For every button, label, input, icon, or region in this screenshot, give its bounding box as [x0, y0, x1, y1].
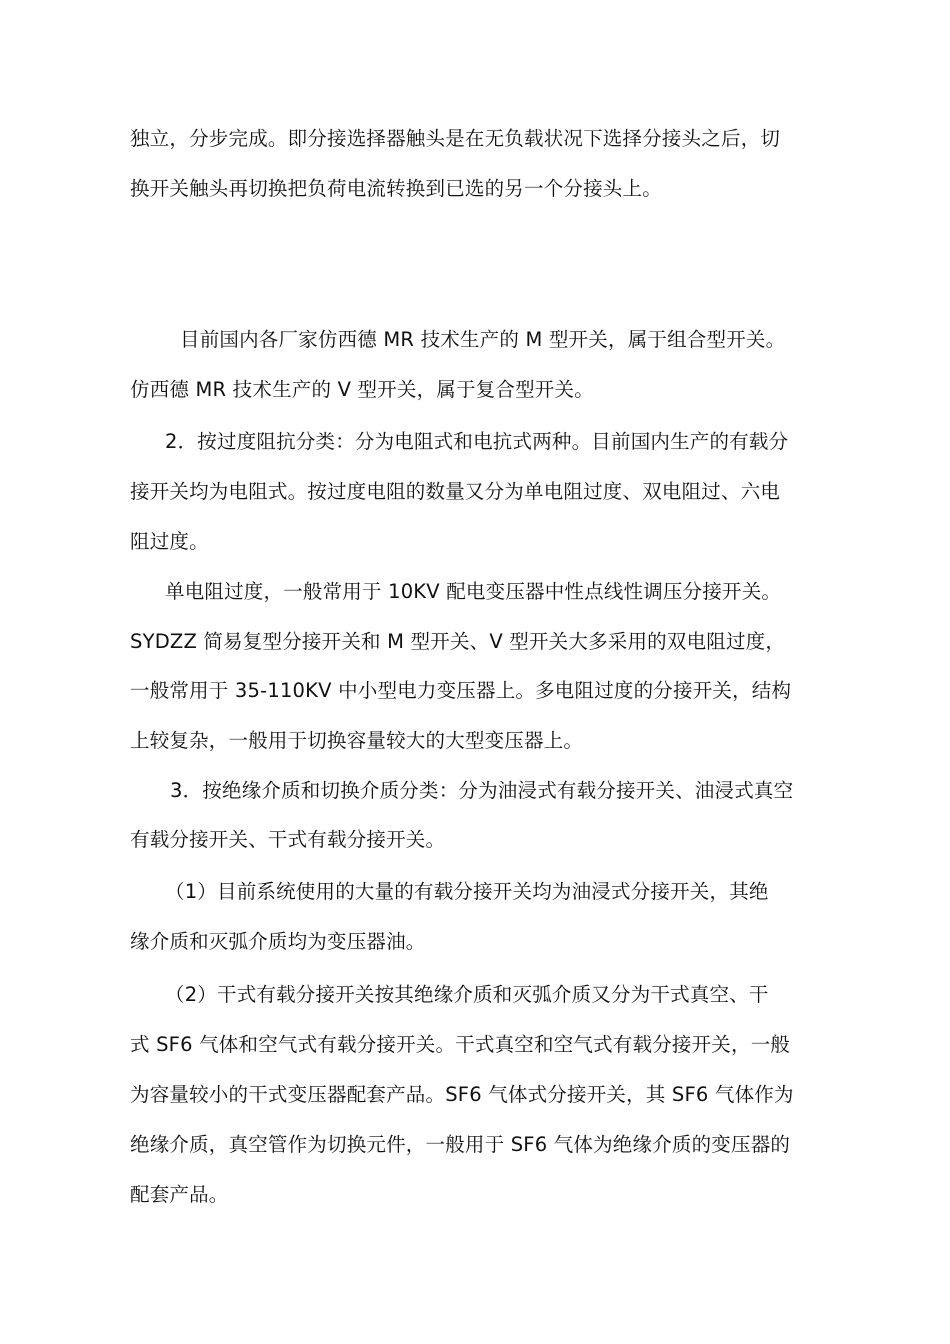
text-line: 独立，分步完成。即分接选择器触头是在无负载状况下选择分接头之后，切 [130, 127, 781, 150]
text-line: 配套产品。 [130, 1183, 229, 1206]
text-line: 式 SF6 气体和空气式有载分接开关。干式真空和空气式有载分接开关，一般 [130, 1033, 791, 1056]
text-line: 缘介质和灭弧介质均为变压器油。 [130, 930, 426, 953]
text-line: 一般常用于 35-110KV 中小型电力变压器上。多电阻过度的分接开关，结构 [130, 679, 792, 702]
text-line: 仿西德 MR 技术生产的 V 型开关，属于复合型开关。 [130, 378, 594, 401]
text-line: 阻过度。 [130, 530, 209, 553]
text-line: 有载分接开关、干式有载分接开关。 [130, 828, 446, 851]
text-line: 接开关均为电阻式。按过度电阻的数量又分为单电阻过度、双电阻过、六电 [130, 480, 781, 503]
text-line: 为容量较小的干式变压器配套产品。SF6 气体式分接开关，其 SF6 气体作为 [130, 1083, 794, 1106]
text-line: SYDZZ 简易复型分接开关和 M 型开关、V 型开关大多采用的双电阻过度， [130, 630, 786, 653]
text-line: 2．按过度阻抗分类：分为电阻式和电抗式两种。目前国内生产的有载分 [165, 430, 789, 453]
text-line: 绝缘介质，真空管作为切换元件，一般用于 SF6 气体为绝缘介质的变压器的 [130, 1133, 791, 1156]
text-line: （1）目前系统使用的大量的有载分接开关均为油浸式分接开关，其绝 [165, 880, 769, 903]
text-line: （2）干式有载分接开关按其绝缘介质和灭弧介质又分为干式真空、干 [165, 983, 769, 1006]
text-line: 上较复杂，一般用于切换容量较大的大型变压器上。 [130, 729, 584, 752]
text-line: 3．按绝缘介质和切换介质分类：分为油浸式有载分接开关、油浸式真空 [170, 779, 794, 802]
text-line: 换开关触头再切换把负荷电流转换到已选的另一个分接头上。 [130, 177, 662, 200]
text-line: 目前国内各厂家仿西德 MR 技术生产的 M 型开关，属于组合型开关。 [180, 328, 786, 351]
text-line: 单电阻过度，一般常用于 10KV 配电变压器中性点线性调压分接开关。 [165, 580, 782, 603]
